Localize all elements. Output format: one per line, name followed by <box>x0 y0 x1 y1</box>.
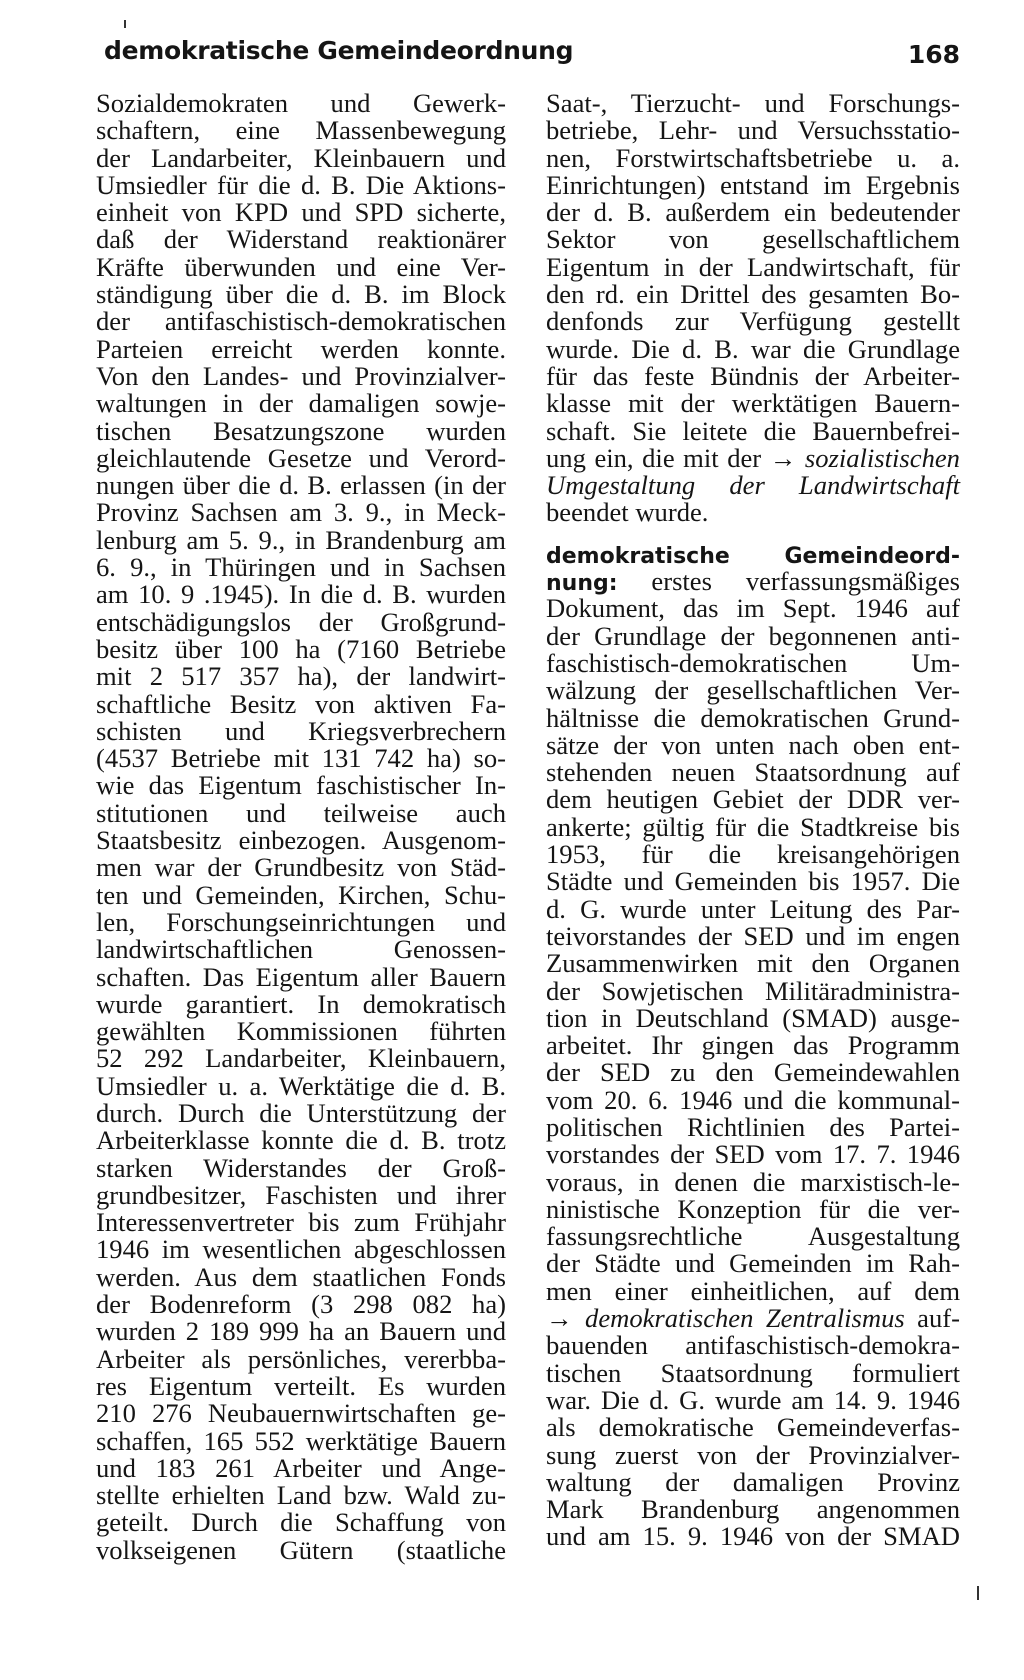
text-line: als demokratische Gemeindeverfas- <box>546 1412 960 1443</box>
text-line: hältnisse die demokratischen Grund- <box>546 702 960 733</box>
text-line: Städte und Gemeinden bis 1957. Die <box>546 866 960 897</box>
text-line: res Eigentum verteilt. Es wurden <box>96 1370 506 1401</box>
text-line: nung: erstes verfassungsmäßiges <box>546 566 960 597</box>
running-head: demokratische Gemeindeordnung <box>104 36 574 65</box>
text-line: volkseigenen Gütern (staatliche <box>96 1534 506 1565</box>
text-line: denfonds zur Verfügung gestellt <box>546 306 960 337</box>
text-line: Staatsbesitz einbezogen. Ausgenom- <box>96 825 506 856</box>
text-line: der SED zu den Gemeindewahlen <box>546 1057 960 1088</box>
text-line: Interessenvertreter bis zum Frühjahr <box>96 1207 506 1238</box>
text-line: wie das Eigentum faschistischer In- <box>96 770 506 801</box>
text-line: grundbesitzer, Faschisten und ihrer <box>96 1179 506 1210</box>
text-line: Parteien erreicht werden konnte. <box>96 333 506 364</box>
text-line: politischen Richtlinien des Partei- <box>546 1111 960 1142</box>
text-line: 52 292 Landarbeiter, Kleinbauern, <box>96 1043 506 1074</box>
left-column <box>96 90 506 1564</box>
text-line: der antifaschistisch-demokratischen <box>96 306 506 337</box>
text-line: Umsiedler u. a. Werktätige die d. B. <box>96 1070 506 1101</box>
text-line: schaftern, eine Massenbewegung <box>96 115 506 146</box>
text-line: durch. Durch die Unterstützung der <box>96 1097 506 1128</box>
text-line: 210 276 Neubauernwirtschaften ge- <box>96 1398 506 1429</box>
text-line: war. Die d. G. wurde am 14. 9. 1946 <box>546 1384 960 1415</box>
cross-reference-arrow: → <box>546 1303 573 1334</box>
entry-definition-text <box>546 595 960 1305</box>
text-line: stellte erhielten Land bzw. Wald zu- <box>96 1480 506 1511</box>
text-line: der d. B. außerdem ein bedeutender <box>546 197 960 228</box>
text-line: 1946 im wesentlichen abgeschlossen <box>96 1234 506 1265</box>
text-line: nen, Forstwirtschaftsbetriebe u. a. <box>546 142 960 173</box>
text-line: Zusammenwirken mit den Organen <box>546 948 960 979</box>
text-line: tischen Staatsordnung formuliert <box>546 1357 960 1388</box>
page-number: 168 <box>907 40 960 69</box>
text-line: Umsiedler für die d. B. Die Aktions- <box>96 169 506 200</box>
text-line: entschädigungslos der Großgrund- <box>96 606 506 637</box>
text-line: ständigung über die d. B. im Block <box>96 279 506 310</box>
text-line: wurde. Die d. B. war die Grundlage <box>546 333 960 364</box>
text-line: 1953, für die kreisangehörigen <box>546 839 960 870</box>
text-line: schaffen, 165 552 werktätige Bauern <box>96 1425 506 1456</box>
text-line: wurden 2 189 999 ha an Bauern und <box>96 1316 506 1347</box>
text-line: Mark Brandenburg angenommen <box>546 1494 960 1525</box>
text-line: schaft. Sie leitete die Bauernbefrei- <box>546 415 960 446</box>
margin-mark <box>124 20 126 28</box>
text-line: tischen Besatzungszone wurden <box>96 415 506 446</box>
text-line: Dokument, das im Sept. 1946 auf <box>546 593 960 624</box>
text-line: für das feste Bündnis der Arbeiter- <box>546 360 960 391</box>
text-line: faschistisch-demokratischen Um- <box>546 647 960 678</box>
text-line: len, Forschungseinrichtungen und <box>96 906 506 937</box>
text-line: Sektor von gesellschaftlichem <box>546 224 960 255</box>
text-line: landwirtschaftlichen Genossen- <box>96 934 506 965</box>
text-line: einheit von KPD und SPD sicherte, <box>96 197 506 228</box>
text-line: schaften. Das Eigentum aller Bauern <box>96 961 506 992</box>
right-column <box>546 90 960 1551</box>
text-line: klasse mit der werktätigen Bauern- <box>546 388 960 419</box>
text-line: starken Widerstandes der Groß- <box>96 1152 506 1183</box>
entry-definition-text <box>546 1332 960 1550</box>
text-line: vom 20. 6. 1946 und die kommunal- <box>546 1084 960 1115</box>
cross-reference: sozialistischen <box>796 442 960 473</box>
text-line: besitz über 100 ha (7160 Betriebe <box>96 633 506 664</box>
text-line: ninistische Konzeption für die ver- <box>546 1193 960 1224</box>
text-line: sätze der von unten nach oben ent- <box>546 729 960 760</box>
text-line: am 10. 9 .1945). In die d. B. wurden <box>96 579 506 610</box>
text-line: ten und Gemeinden, Kirchen, Schu- <box>96 879 506 910</box>
entry-headword: nung: <box>546 571 618 597</box>
text-line: schaftliche Besitz von aktiven Fa- <box>96 688 506 719</box>
text-line: → demokratischen Zentralismus auf- <box>546 1303 960 1334</box>
text-line: Arbeiter als persönliches, vererbba- <box>96 1343 506 1374</box>
cross-reference-arrow: → <box>769 442 797 473</box>
text-line: gewählten Kommissionen führten <box>96 1016 506 1047</box>
text-line: der Städte und Gemeinden im Rah- <box>546 1248 960 1279</box>
text-line: arbeitet. Ihr gingen das Programm <box>546 1030 960 1061</box>
text-line: stehenden neuen Staatsordnung auf <box>546 757 960 788</box>
entry-headword: demokratische Gemeindeord- <box>546 543 960 569</box>
text-line: daß der Widerstand reaktionärer <box>96 224 506 255</box>
text-line: fassungsrechtliche Ausgestaltung <box>546 1221 960 1252</box>
text-line: lenburg am 5. 9., in Brandenburg am <box>96 524 506 555</box>
text-line: Von den Landes- und Provinzialver- <box>96 360 506 391</box>
text-line: mit 2 517 357 ha), der landwirt- <box>96 661 506 692</box>
text-line: wälzung der gesellschaftlichen Ver- <box>546 675 960 706</box>
text-line: nungen über die d. B. erlassen (in der <box>96 470 506 501</box>
text-line: und am 15. 9. 1946 von der SMAD <box>546 1521 960 1552</box>
text-line: der Sowjetischen Militäradministra- <box>546 975 960 1006</box>
text-line: men einer einheitlichen, auf dem <box>546 1275 960 1306</box>
text-line: waltung der damaligen Provinz <box>546 1466 960 1497</box>
text-line: Einrichtungen) entstand im Ergebnis <box>546 169 960 200</box>
text-line: Eigentum in der Landwirtschaft, für <box>546 251 960 282</box>
cross-reference: demokratischen Zentralismus <box>585 1303 905 1334</box>
text-line: der Landarbeiter, Kleinbauern und <box>96 142 506 173</box>
text-line: ung ein, die mit der → sozialistischen <box>546 442 960 473</box>
text-line: stitutionen und teilweise auch <box>96 797 506 828</box>
text-line: werden. Aus dem staatlichen Fonds <box>96 1261 506 1292</box>
text-line: der Bodenreform (3 298 082 ha) <box>96 1289 506 1320</box>
text-line: men war der Grundbesitz von Städ- <box>96 852 506 883</box>
text-line: geteilt. Durch die Schaffung von <box>96 1507 506 1538</box>
text-line: Saat-, Tierzucht- und Forschungs- <box>546 88 960 118</box>
text-line: beendet wurde. <box>546 497 709 528</box>
entry-headword-line <box>546 541 960 568</box>
margin-mark <box>977 1586 979 1600</box>
text-line: Kräfte überwunden und eine Ver- <box>96 251 506 282</box>
text-line: Sozialdemokraten und Gewerk- <box>96 88 506 118</box>
text-line: wurde garantiert. In demokratisch <box>96 988 506 1019</box>
text-line: (4537 Betriebe mit 131 742 ha) so- <box>96 743 506 774</box>
text-line: betriebe, Lehr- und Versuchsstatio- <box>546 115 960 146</box>
text-line: voraus, in denen die marxistisch-le- <box>546 1166 960 1197</box>
entry-continuation-text <box>546 90 960 445</box>
text-line: bauenden antifaschistisch-demokra- <box>546 1330 960 1361</box>
text-line: und 183 261 Arbeiter und Ange- <box>96 1452 506 1483</box>
text-line: Arbeiterklasse konnte die d. B. trotz <box>96 1125 506 1156</box>
text-line: Provinz Sachsen am 3. 9., in Meck- <box>96 497 506 528</box>
text-line: waltungen in der damaligen sowje- <box>96 388 506 419</box>
text-line: schisten und Kriegsverbrechern <box>96 715 506 746</box>
cross-reference: Umgestaltung der Landwirtschaft <box>546 470 960 501</box>
text-line: d. G. wurde unter Leitung des Par- <box>546 893 960 924</box>
text-line: sung zuerst von der Provinzialver- <box>546 1439 960 1470</box>
text-line: ankerte; gültig für die Stadtkreise bis <box>546 811 960 842</box>
text-line: den rd. ein Drittel des gesamten Bo- <box>546 279 960 310</box>
text-line: vorstandes der SED vom 17. 7. 1946 <box>546 1139 960 1170</box>
text-line: gleichlautende Gesetze und Verord- <box>96 442 506 473</box>
text-line: teivorstandes der SED und im engen <box>546 920 960 951</box>
text-line: dem heutigen Gebiet der DDR ver- <box>546 784 960 815</box>
text-line: der Grundlage der begonnenen anti- <box>546 620 960 651</box>
text-line: tion in Deutschland (SMAD) ausge- <box>546 1002 960 1033</box>
text-line: 6. 9., in Thüringen und in Sachsen <box>96 552 506 583</box>
